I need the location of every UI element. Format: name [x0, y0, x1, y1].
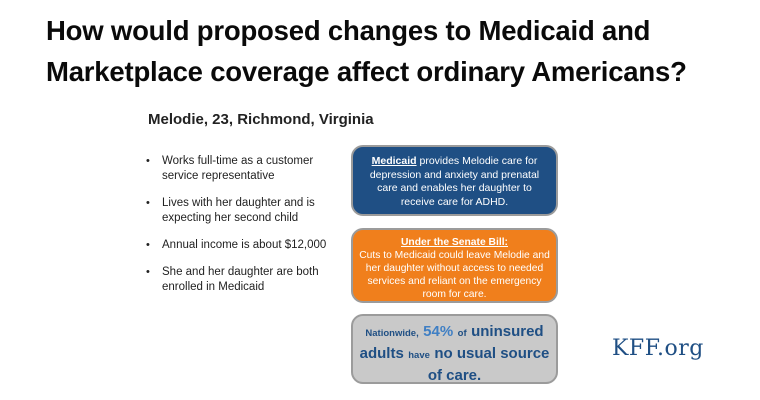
fact-text: Lives with her daughter and is expecting her second child [162, 197, 315, 224]
fact-text: Annual income is about $12,000 [162, 239, 327, 251]
title-line-2: Marketplace coverage affect ordinary Americans? [46, 56, 687, 87]
bullet-icon: • [146, 155, 150, 167]
senate-bill-text: Cuts to Medicaid could leave Melodie and her daughter without access to needed services and reliant on the emergency room for care. [359, 250, 550, 300]
nationwide-no-usual-source: no usual source of care. [427, 345, 550, 384]
nationwide-of: of [457, 328, 467, 339]
title-line-1: How would proposed changes to Medicaid and [46, 15, 651, 46]
fact-text: Works full-time as a customer service representative [162, 155, 314, 182]
nationwide-box [351, 314, 558, 384]
senate-bill-heading: Under the Senate Bill: [401, 237, 508, 248]
list-item [143, 265, 333, 295]
percent-value: 54% [423, 323, 454, 340]
person-heading: Melodie, 23, Richmond, Virginia [148, 111, 374, 128]
medicaid-text: provides Melodie care for depression and anxiety and prenatal care and enables her daughter to receive care for ADHD. [369, 155, 540, 208]
kff-logo: KFF.org [612, 336, 704, 361]
medicaid-box [351, 145, 558, 216]
page-title [46, 10, 746, 92]
bullet-icon: • [146, 266, 150, 278]
list-item [143, 196, 333, 226]
facts-list [143, 154, 333, 307]
medicaid-keyword: Medicaid [371, 155, 417, 167]
list-item [143, 154, 333, 184]
nationwide-have: have [408, 350, 430, 361]
nationwide-label: Nationwide, [365, 328, 419, 339]
nationwide-adults: adults [359, 345, 404, 362]
senate-bill-box [351, 228, 558, 303]
nationwide-uninsured: uninsured [471, 323, 544, 340]
fact-text: She and her daughter are both enrolled in Medicaid [162, 266, 319, 293]
list-item [143, 238, 333, 253]
bullet-icon: • [146, 197, 150, 209]
bullet-icon: • [146, 239, 150, 251]
